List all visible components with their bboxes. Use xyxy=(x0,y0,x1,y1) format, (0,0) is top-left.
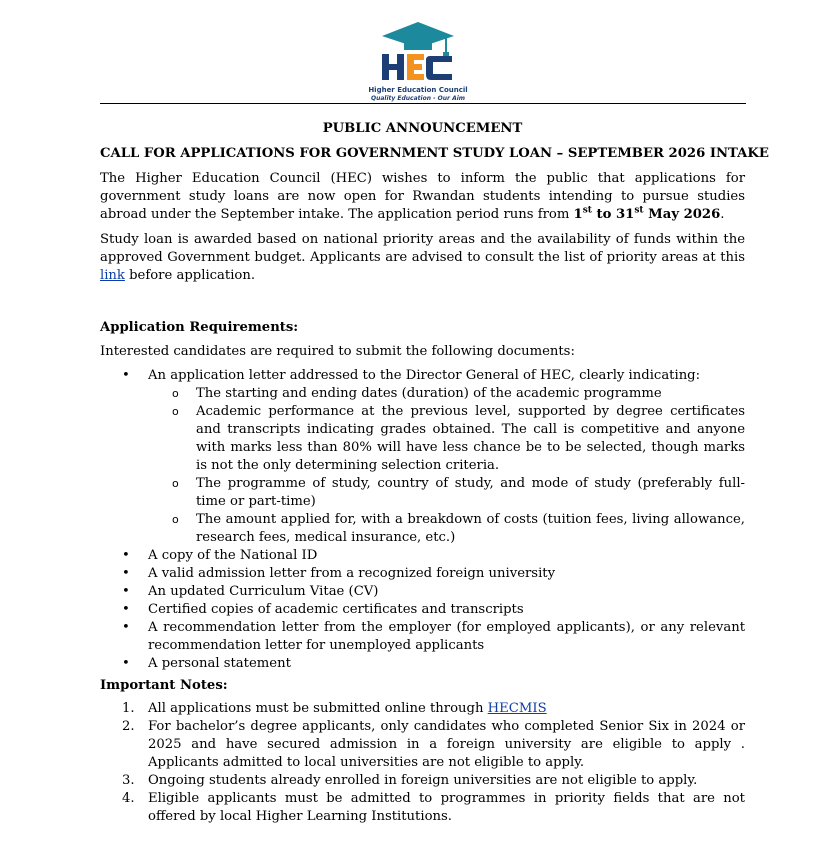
list-item xyxy=(100,700,745,718)
note-text: Ongoing students already enrolled in foreign universities are not eligible to apply. xyxy=(148,773,698,788)
requirement-text: A personal statement xyxy=(148,656,291,671)
logo-council-name: Higher Education Council xyxy=(368,86,468,94)
bullet-icon: • xyxy=(122,566,130,581)
period-start-suffix: st xyxy=(582,205,592,216)
announcement-title: PUBLIC ANNOUNCEMENT xyxy=(322,121,523,136)
list-item xyxy=(100,655,745,673)
list-item xyxy=(100,601,745,619)
period-mid: to 31 xyxy=(591,207,635,222)
intro-paragraph xyxy=(100,170,745,224)
requirement-text: An updated Curriculum Vitae (CV) xyxy=(148,584,379,599)
list-item xyxy=(100,619,745,655)
bullet-icon: • xyxy=(122,620,130,635)
list-item xyxy=(100,403,745,475)
hecmis-link[interactable]: HECMIS xyxy=(487,701,547,716)
priority-tail: before application. xyxy=(124,268,256,283)
period-start: 1 xyxy=(573,207,583,222)
requirement-text: Certified copies of academic certificates and transcripts xyxy=(148,602,524,617)
list-item xyxy=(100,790,745,826)
logo-motto: Quality Education - Our Aim xyxy=(370,95,466,102)
note-text: For bachelor’s degree applicants, only candidates who completed Senior Six in 2024 or 2025 and have secured admission in a foreign university are eligible to apply . Applicants admitted to local universities are not eligible to apply. xyxy=(148,719,745,770)
requirement-text: A valid admission letter from a recognized foreign university xyxy=(148,566,556,581)
requirements-list xyxy=(100,367,745,673)
hec-logo-graphic xyxy=(380,20,456,86)
letter-detail-text: The starting and ending dates (duration) of the academic programme xyxy=(196,386,662,401)
bullet-icon: • xyxy=(122,602,130,617)
letter-requirement: An application letter addressed to the Director General of HEC, clearly indicating: xyxy=(148,368,701,383)
requirements-intro: Interested candidates are required to submit the following documents: xyxy=(100,344,575,359)
list-item xyxy=(100,547,745,565)
sub-bullet-icon: o xyxy=(172,513,179,526)
note-text: All applications must be submitted online through xyxy=(148,701,488,716)
note-text: Eligible applicants must be admitted to programmes in priority fields that are not offered by local Higher Learning Institutions. xyxy=(148,791,745,824)
bullet-icon: • xyxy=(122,368,130,383)
priority-paragraph xyxy=(100,231,745,285)
period-end: May 2026 xyxy=(643,207,721,222)
sub-bullet-icon: o xyxy=(172,405,179,418)
bullet-icon: • xyxy=(122,584,130,599)
sub-bullet-icon: o xyxy=(172,477,179,490)
note-number: 1. xyxy=(122,701,135,716)
list-item xyxy=(100,583,745,601)
note-number: 2. xyxy=(122,719,135,734)
header-divider xyxy=(100,103,746,104)
announcement-body xyxy=(100,120,769,826)
list-item xyxy=(100,367,745,547)
list-item xyxy=(100,772,745,790)
letter-detail-text: Academic performance at the previous level, supported by degree certificates and transcripts indicating grades obtained. The call is competitive and anyone with marks less than 80% will have less chance be to be selected, though marks is not the only determining selection criteria. xyxy=(196,404,745,473)
intro-tail: . xyxy=(720,207,725,222)
requirement-text: A recommendation letter from the employer (for employed applicants), or any relevant recommendation letter for unemployed applicants xyxy=(148,620,745,653)
period-end-suffix: st xyxy=(634,205,644,216)
call-title: CALL FOR APPLICATIONS FOR GOVERNMENT STUDY LOAN – SEPTEMBER 2026 INTAKE xyxy=(100,146,769,161)
list-item xyxy=(100,511,745,547)
notes-heading: Important Notes: xyxy=(100,678,228,693)
intro-text: The Higher Education Council (HEC) wishes to inform the public that applications for government study loans are now open for Rwandan students intending to pursue studies abroad under the September intake. The application period runs from xyxy=(100,171,745,222)
priority-areas-link[interactable]: link xyxy=(100,268,125,283)
sub-bullet-icon: o xyxy=(172,387,179,400)
application-period xyxy=(574,207,721,222)
requirement-text: A copy of the National ID xyxy=(148,548,318,563)
list-item xyxy=(100,718,745,772)
letter-details-list xyxy=(148,385,745,547)
list-item xyxy=(100,565,745,583)
bullet-icon: • xyxy=(122,656,130,671)
note-number: 4. xyxy=(122,791,135,806)
bullet-icon: • xyxy=(122,548,130,563)
list-item xyxy=(100,475,745,511)
letter-detail-text: The programme of study, country of study, and mode of study (preferably full-time or part-time) xyxy=(196,476,745,509)
requirements-heading: Application Requirements: xyxy=(100,320,299,335)
notes-list xyxy=(100,700,745,826)
priority-text: Study loan is awarded based on national priority areas and the availability of funds within the approved Government budget. Applicants are advised to consult the list of priority areas at this xyxy=(100,232,745,265)
letter-detail-text: The amount applied for, with a breakdown of costs (tuition fees, living allowance, research fees, medical insurance, etc.) xyxy=(196,512,745,545)
note-number: 3. xyxy=(122,773,135,788)
list-item xyxy=(100,385,745,403)
hec-logo xyxy=(368,20,468,104)
